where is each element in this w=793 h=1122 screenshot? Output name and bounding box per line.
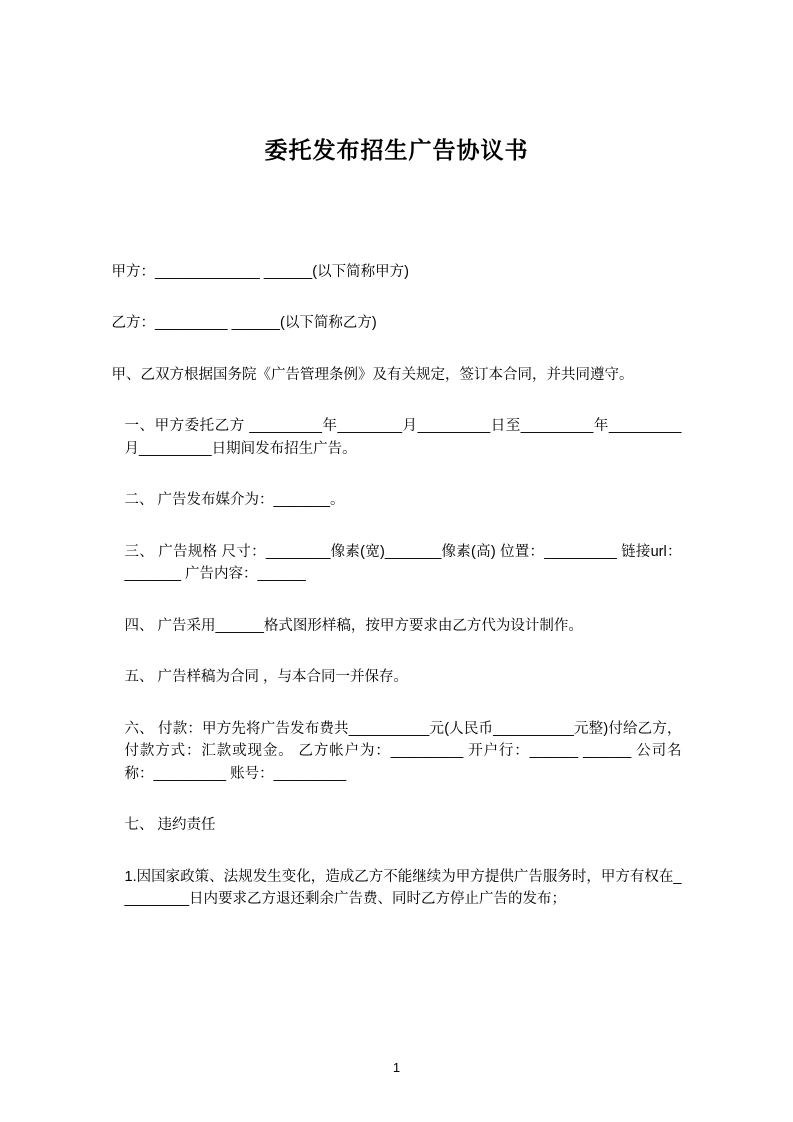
paragraph-preamble: 甲、乙双方根据国务院《广告管理条例》及有关规定，签订本合同，并共同遵守。	[111, 366, 634, 383]
paragraph-clause-7-1: 1.因国家政策、法规发生变化，造成乙方不能继续为甲方提供广告服务时，甲方有权在_________日内要求乙方退还剩余广告费、同时乙方停止广告的发布；	[124, 868, 682, 908]
page-number: 1	[392, 1060, 401, 1075]
paragraph-clause-6: 六、 付款：甲方先将广告发布费共__________元(人民币__________元整)付给乙方，付款方式：汇款或现金。 乙方帐户为：_________ 开户行：______ ______ 公司名称：_________ 账号：_________	[124, 720, 682, 782]
paragraph-clause-5: 五、 广告样稿为合同 ，与本合同一并保存。	[124, 669, 409, 686]
paragraph-clause-2: 二、 广告发布媒介为：_______。	[124, 492, 345, 509]
paragraph-clause-4: 四、 广告采用______格式图形样稿，按甲方要求由乙方代为设计制作。	[124, 617, 583, 634]
paragraph-party-b: 乙方：_________ ______(以下简称乙方)	[111, 315, 377, 332]
document-body	[112, 165, 682, 911]
paragraph-clause-7: 七、 违约责任	[124, 817, 216, 834]
page-title: 委托发布招生广告协议书	[264, 137, 529, 163]
paragraph-clause-1: 一、甲方委托乙方 _________年________月_________日至_________年_________月_________日期间发布招生广告。	[124, 418, 682, 457]
paragraph-clause-3: 三、 广告规格 尺寸：________像素(宽)_______像素(高) 位置：_________ 链接url：_______ 广告内容：______	[124, 543, 682, 583]
paragraph-party-a: 甲方：_____________ ______(以下简称甲方)	[111, 264, 409, 280]
